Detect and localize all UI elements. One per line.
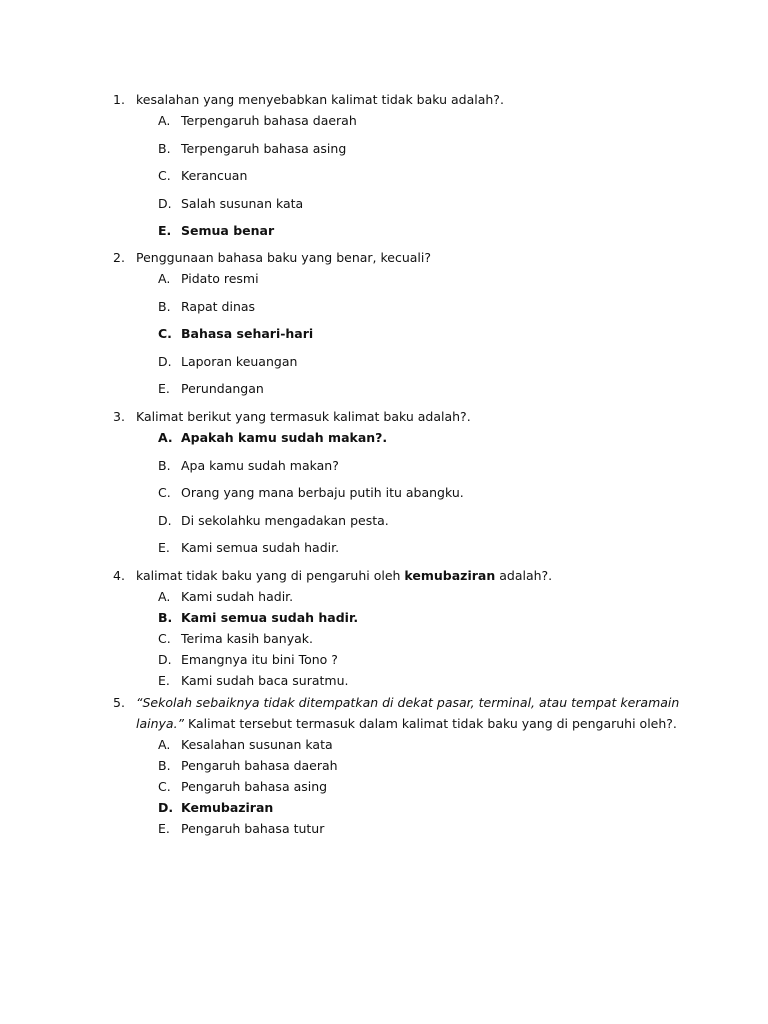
question-number: 5. — [113, 695, 125, 710]
question-text: Penggunaan bahasa baku yang benar, kecuali? — [136, 250, 432, 265]
option-letter: D. — [158, 512, 172, 528]
option-text: Di sekolahku mengadakan pesta. — [181, 512, 389, 528]
option-letter: B. — [158, 758, 171, 773]
question-quote: “Sekolah sebaiknya tidak ditempatkan di dekat pasar, terminal, atau tempat keramain — [136, 695, 680, 710]
option-letter: D. — [158, 652, 172, 667]
option-letter: B. — [158, 140, 171, 156]
option-text: Orang yang mana berbaju putih itu abangku. — [181, 485, 464, 500]
answer-option-text: Kemubaziran — [181, 800, 274, 815]
option-letter: C. — [158, 168, 171, 183]
option-text: Pengaruh bahasa daerah — [181, 758, 338, 773]
option-text: Perundangan — [181, 381, 264, 396]
question-keyword: kemubaziran — [404, 568, 496, 583]
option-letter: A. — [158, 737, 171, 752]
question-5 — [113, 692, 680, 839]
answer-option-text: Kami semua sudah hadir. — [181, 610, 359, 625]
question-3 — [113, 406, 673, 558]
option-letter: B. — [158, 298, 171, 314]
option-letter: E. — [158, 821, 170, 836]
option-text: Kami semua sudah hadir. — [181, 540, 340, 555]
question-number: 2. — [113, 250, 125, 265]
question-number: 1. — [113, 92, 125, 107]
question-text — [136, 565, 552, 586]
answer-option-text: Bahasa sehari-hari — [181, 326, 314, 341]
option-letter: A. — [158, 271, 171, 286]
option-text: Terima kasih banyak. — [181, 631, 313, 646]
option-text: Kesalahan susunan kata — [181, 737, 333, 752]
option-text: Rapat dinas — [181, 298, 256, 314]
option-text: Apa kamu sudah makan? — [181, 457, 339, 473]
option-letter: D. — [158, 353, 172, 369]
answer-option-text: Semua benar — [181, 223, 275, 238]
option-letter: C. — [158, 779, 171, 794]
option-letter: D. — [158, 195, 172, 211]
option-text: Terpengaruh bahasa daerah — [181, 113, 357, 128]
option-text: Pidato resmi — [181, 271, 259, 286]
option-text: Salah susunan kata — [181, 195, 304, 211]
option-text: Kami sudah hadir. — [181, 589, 294, 604]
question-number: 3. — [113, 409, 125, 424]
option-letter: A. — [158, 589, 171, 604]
option-letter: C. — [158, 485, 171, 500]
option-letter: C. — [158, 326, 172, 341]
option-text: Kerancuan — [181, 168, 248, 183]
question-text-part: adalah?. — [495, 568, 553, 583]
question-2 — [113, 247, 673, 399]
option-letter: D. — [158, 800, 174, 815]
question-text-part: kalimat tidak baku yang di pengaruhi oleh — [136, 568, 405, 583]
option-letter: A. — [158, 113, 171, 128]
option-text: Pengaruh bahasa asing — [181, 779, 328, 794]
option-letter: B. — [158, 610, 173, 625]
option-letter: E. — [158, 673, 170, 688]
question-text: Kalimat berikut yang termasuk kalimat baku adalah?. — [136, 409, 471, 424]
question-text: kesalahan yang menyebabkan kalimat tidak baku adalah?. — [136, 92, 504, 107]
option-letter: E. — [158, 223, 172, 238]
question-text-part: Kalimat tersebut termasuk dalam kalimat tidak baku yang di pengaruhi oleh?. — [184, 716, 677, 731]
answer-option-text: Apakah kamu sudah makan?. — [181, 430, 388, 445]
option-letter: B. — [158, 457, 171, 473]
option-text: Pengaruh bahasa tutur — [181, 821, 325, 836]
option-text: Terpengaruh bahasa asing — [181, 140, 347, 156]
question-1 — [113, 89, 673, 241]
question-4 — [113, 565, 673, 691]
option-letter: E. — [158, 540, 170, 555]
option-letter: A. — [158, 430, 173, 445]
option-text: Kami sudah baca suratmu. — [181, 673, 349, 688]
question-quote-end: lainya.” — [136, 716, 185, 731]
option-text: Laporan keuangan — [181, 353, 298, 369]
question-number: 4. — [113, 568, 125, 583]
option-letter: C. — [158, 631, 171, 646]
option-text: Emangnya itu bini Tono ? — [181, 652, 338, 667]
question-text — [136, 713, 677, 734]
option-letter: E. — [158, 381, 170, 396]
